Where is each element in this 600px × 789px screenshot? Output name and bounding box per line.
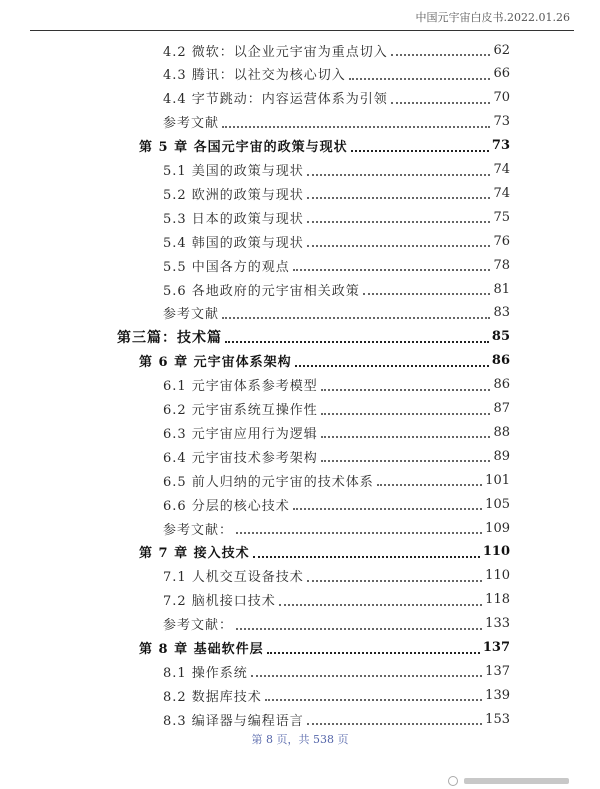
watermark-logo [448,770,588,786]
dot-leader [391,90,491,104]
toc-references-entry [163,110,510,134]
toc-section-entry [163,588,510,612]
toc-entry-title: 参考文献 [163,307,220,323]
toc-entry-title: 第三篇：技术篇 [117,329,222,346]
toc-entry-page-number: 78 [493,257,510,273]
toc-entry-page-number: 110 [482,544,510,560]
toc-part-entry [117,325,510,349]
toc-entry-title: 7.2 脑机接口技术 [163,594,276,610]
toc-entry-title: 8.2 数据库技术 [163,689,262,705]
toc-entry-page-number: 75 [493,209,510,225]
toc-entry-page-number: 66 [493,66,510,82]
toc-entry-page-number: 139 [485,687,510,703]
toc-entry-title: 6.1 元宇宙体系参考模型 [163,379,318,395]
dot-leader [295,353,489,367]
toc-entry-title: 4.2 微软：以企业元宇宙为重点切入 [163,44,388,60]
toc-section-entry [163,373,510,397]
dot-leader [251,663,482,677]
toc-entry-page-number: 87 [493,401,510,416]
toc-entry-page-number: 110 [485,568,510,584]
dot-leader [321,377,491,391]
toc-section-entry [163,205,510,229]
toc-references-entry [163,612,510,636]
toc-entry-title: 5.4 韩国的政策与现状 [163,235,304,251]
dot-leader [307,162,491,176]
dot-leader [307,185,491,199]
toc-section-entry [163,444,510,468]
dot-leader [307,568,482,582]
dot-leader [349,66,491,80]
toc-section-entry [163,564,510,588]
watermark-icon [448,776,458,786]
toc-entry-title: 6.2 元宇宙系统互操作性 [163,403,318,418]
dot-leader [253,544,480,558]
toc-entry-page-number: 89 [493,448,510,464]
toc-entry-page-number: 88 [493,424,510,440]
toc-section-entry [163,86,510,110]
dot-leader [321,401,491,415]
toc-entry-page-number: 85 [491,329,510,345]
toc-section-entry [163,659,510,683]
header-divider [30,30,574,31]
toc-entry-page-number: 101 [485,472,510,488]
toc-entry-title: 6.6 分层的核心技术 [163,498,290,514]
toc-entry-title: 4.4 字节跳动：内容运营体系为引领 [163,92,388,108]
toc-chapter-entry [139,636,510,660]
toc-references-entry [163,516,510,540]
toc-entry-page-number: 137 [485,663,510,679]
toc-chapter-entry [139,349,510,373]
toc-entry-title: 5.5 中国各方的观点 [163,259,290,275]
dot-leader [307,209,491,223]
dot-leader [293,496,482,510]
toc-entry-title: 5.1 美国的政策与现状 [163,164,304,179]
dot-leader [321,448,491,462]
toc-section-entry [163,683,510,707]
toc-entry-page-number: 70 [493,90,510,106]
document-header-title: 中国元宇宙白皮书.2022.01.26 [415,11,570,24]
toc-section-entry [163,397,510,421]
toc-section-entry [163,38,510,62]
dot-leader [279,592,482,606]
toc-section-entry [163,158,510,182]
dot-leader [236,616,482,630]
toc-entry-title: 6.5 前人归纳的元宇宙的技术体系 [163,474,374,490]
toc-entry-title: 6.3 元宇宙应用行为逻辑 [163,426,318,442]
toc-entry-title: 4.3 腾讯：以社交为核心切入 [163,68,346,84]
dot-leader [222,305,490,319]
toc-section-entry [163,492,510,516]
toc-section-entry [163,253,510,277]
toc-entry-page-number: 86 [491,353,510,369]
toc-references-entry [163,301,510,325]
toc-entry-title: 5.3 日本的政策与现状 [163,211,304,227]
dot-leader [293,257,491,271]
toc-entry-page-number: 62 [493,42,510,58]
toc-section-entry [163,181,510,205]
toc-entry-page-number: 137 [482,640,510,655]
toc-entry-title: 6.4 元宇宙技术参考架构 [163,450,318,466]
toc-entry-page-number: 76 [493,233,510,249]
toc-entry-page-number: 73 [491,138,510,154]
toc-entry-title: 参考文献： [163,618,234,634]
toc-entry-title: 5.6 各地政府的元宇宙相关政策 [163,283,360,299]
toc-entry-title: 第 8 章 基础软件层 [139,642,264,657]
toc-section-entry [163,420,510,444]
toc-entry-title: 第 7 章 接入技术 [139,546,250,562]
toc-entry-title: 8.1 操作系统 [163,665,248,681]
dot-leader [351,138,489,152]
dot-leader [321,424,491,438]
toc-section-entry [163,707,510,731]
toc-entry-title: 第 6 章 元宇宙体系架构 [139,355,292,371]
toc-entry-page-number: 133 [485,616,510,632]
dot-leader [225,329,489,343]
page-number-footer: 第 8 页，共 538 页 [251,733,349,746]
toc-entry-page-number: 153 [485,711,510,727]
toc-entry-title: 第 5 章 各国元宇宙的政策与现状 [139,140,348,156]
dot-leader [391,42,491,56]
toc-chapter-entry [139,134,510,158]
dot-leader [307,711,482,725]
toc-entry-title: 参考文献 [163,116,220,132]
toc-entry-page-number: 73 [493,114,510,130]
watermark-text-blur [464,778,569,784]
toc-entry-title: 5.2 欧洲的政策与现状 [163,187,304,203]
toc-entry-page-number: 86 [493,377,510,393]
toc-section-entry [163,62,510,86]
toc-entry-page-number: 105 [485,496,510,512]
toc-section-entry [163,277,510,301]
dot-leader [307,233,491,247]
toc-section-entry [163,468,510,492]
toc-section-entry [163,229,510,253]
toc-entry-title: 8.3 编译器与编程语言 [163,713,304,729]
toc-entry-page-number: 81 [493,281,510,297]
dot-leader [377,472,482,486]
dot-leader [222,114,490,128]
toc-chapter-entry [139,540,510,564]
dot-leader [265,687,482,701]
toc-entry-page-number: 74 [493,185,510,201]
toc-entry-title: 参考文献： [163,522,234,538]
toc-entry-page-number: 109 [485,520,510,536]
dot-leader [236,520,482,534]
toc-entry-title: 7.1 人机交互设备技术 [163,570,304,586]
dot-leader [363,281,491,295]
toc-entry-page-number: 118 [485,592,510,608]
toc-entry-page-number: 83 [493,305,510,321]
dot-leader [267,640,480,654]
toc-entry-page-number: 74 [493,162,510,177]
